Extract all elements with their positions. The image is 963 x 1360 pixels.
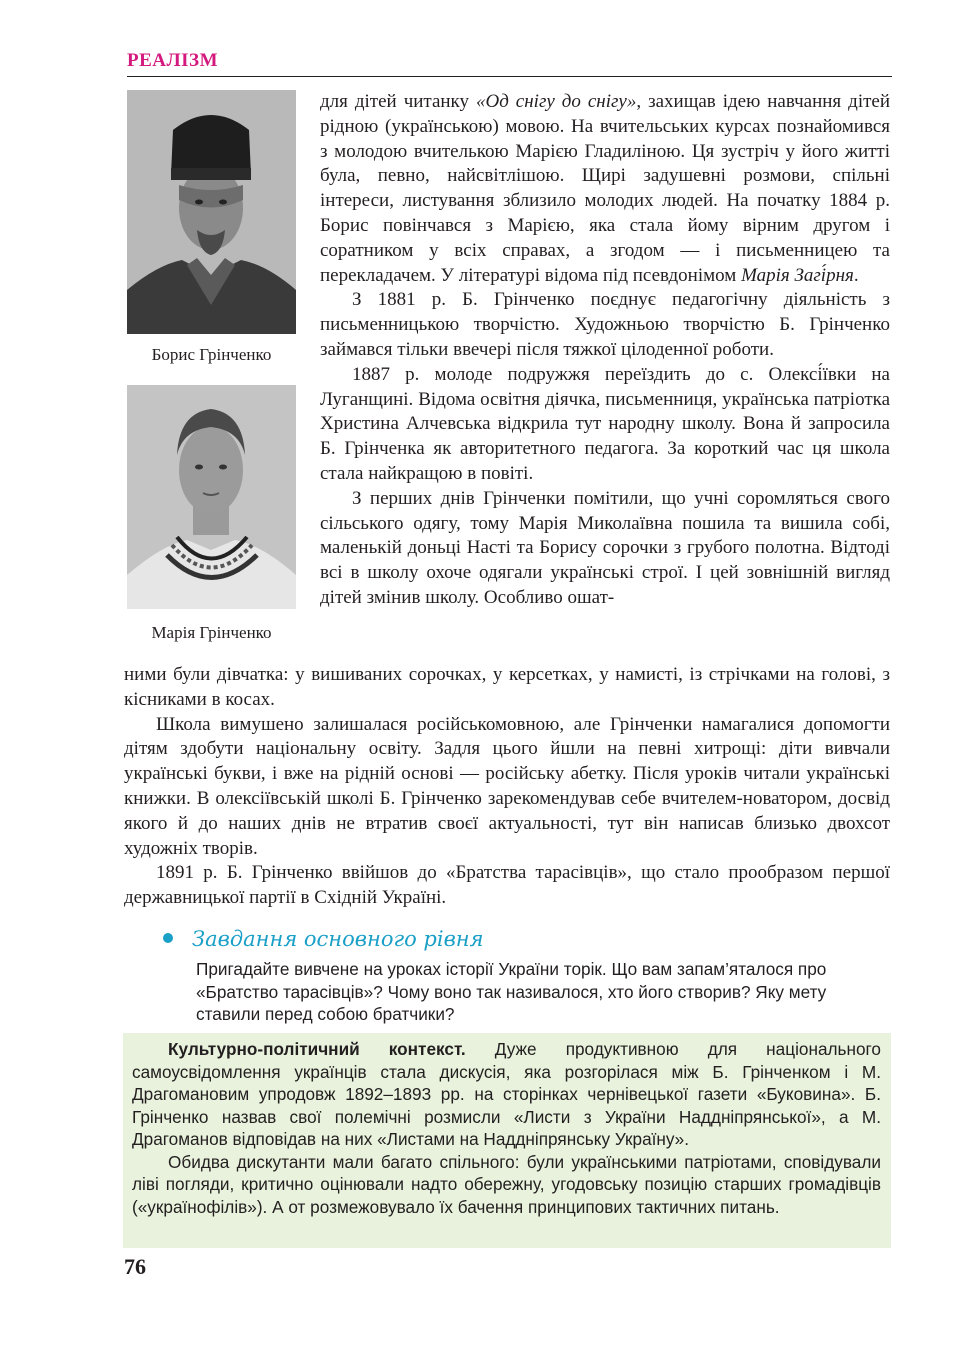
context-text bbox=[132, 1038, 881, 1218]
pseudonym: Марія Загі́рня bbox=[741, 264, 854, 286]
task-text: Пригадайте вивчене на уроках історії України торік. Що вам запам’яталося про «Братство тарасівців»? Чому воно так називалося, хто його створив? Яку мету ставили перед собою братчики? bbox=[196, 959, 827, 1024]
paragraph: ними були дівчатка: у вишиваних сорочках, у керсетках, у намисті, із стрічками на голові, з кісниками в косах. bbox=[124, 664, 890, 710]
context-paragraph: Культурно-політичний контекст. Дуже продуктивною для національного самоусвідомлення українців стала дискусія, яка розгорілася між Б. Грінченком і М. Драгомановим упродовж 1892–1893 рр. на сторінках чернівецької газети «Буковина». Б. Грінченко назвав свої полемічні розмисли «Листи з України Наддніпрянської», а М. Драгоманов відповідав на них «Листами на Наддніпрянську Україну». bbox=[132, 1039, 881, 1149]
photo-caption: Марія Грінченко bbox=[151, 623, 272, 642]
main-text-full bbox=[124, 663, 890, 911]
photo-caption: Борис Грінченко bbox=[151, 345, 272, 364]
book-title: «Од снігу до снігу» bbox=[476, 91, 637, 112]
paragraph: для дітей читанку «Од снігу до снігу», захищав ідею навчання дітей рідною (українською) мовою. На вчительських курсах познайомився з молодою вчителькою Марією Гладиліною. Ця зустріч у його житті була, певно, найсвітлішою. Щирі задушевні розмови, спільні інтереси, листування зблизило молодих людей. На початку 1884 р. Борис повінчався з Марією, яка стала йому вірним другом і соратником у всіх справах, а згодом — і письменницею та перекладачем. У літературі відома під псевдонімом Марія Загі́рня. bbox=[320, 91, 890, 286]
portrait-man-icon bbox=[127, 90, 296, 334]
main-text-column bbox=[320, 90, 890, 611]
running-header bbox=[127, 44, 892, 77]
context-paragraph: Обидва дискутанти мали багато спільного: були українськими патріотами, сповідували ліві погляди, критично оцінювали надто обережну, угодовську позицію старших громадівців («українофілів»). А от розмежовувало їх бачення принципових тактичних питань. bbox=[132, 1151, 881, 1217]
paragraph: 1891 р. Б. Грінченко ввійшов до «Братства тарасівців», що стало прообразом першої державницької партії в Східній Україні. bbox=[124, 862, 890, 909]
paragraph: З 1881 р. Б. Грінченко поєднує педагогічну діяльність з письменницькою творчістю. Художньою творчістю Б. Грінченко займався тільки ввечері після тяжкої цілоденної роботи. bbox=[320, 289, 890, 360]
task-title: Завдання основного рівня bbox=[192, 927, 484, 951]
photo-borys-hrinchenko bbox=[127, 90, 296, 334]
context-heading: Культурно-політичний контекст. bbox=[168, 1039, 466, 1059]
paragraph: З перших днів Грінченки помітили, що учні соромляться свого сільського одягу, тому Марія Миколаївна пошила та вишила собі, маленькій доньці Насті та Борису сорочки з грубого полотна. Відтоді всі в школу охоче одягали українські строї. І цей зовнішній вигляд дітей змінив школу. Особливо ошат- bbox=[320, 487, 890, 608]
paragraph: 1887 р. молоде подружжя переїздить до с. Олексі́ївки на Луганщині. Відома освітня діячка, письменниця, українська патріотка Христина Алчевська відкрила тут народну школу. Вона й запросила Б. Грінченка як авторитетного педагога. За короткий час ця школа стала найкращою в повіті. bbox=[320, 363, 890, 484]
paragraph: Школа вимушено залишалася російськомовною, але Грінченки намагалися допомогти дітям здобути національну освіту. Задля цього йшли на певні хитрощі: діти вивчали українські букви, і вже на рідній основі — російську абетку. Після уроків читали українські книжки. В олексіївській школі Б. Грінченко зарекомендував себе вчителем-новатором, досвід якого й до наших днів не втратив своєї актуальності, тут він написав близько двохсот художніх творів. bbox=[124, 713, 890, 859]
photo-mariia-hrinchenko bbox=[127, 385, 296, 609]
page-number: 76 bbox=[124, 1254, 146, 1279]
section-title: РЕАЛІЗМ bbox=[127, 50, 219, 71]
portrait-woman-icon bbox=[127, 385, 296, 609]
